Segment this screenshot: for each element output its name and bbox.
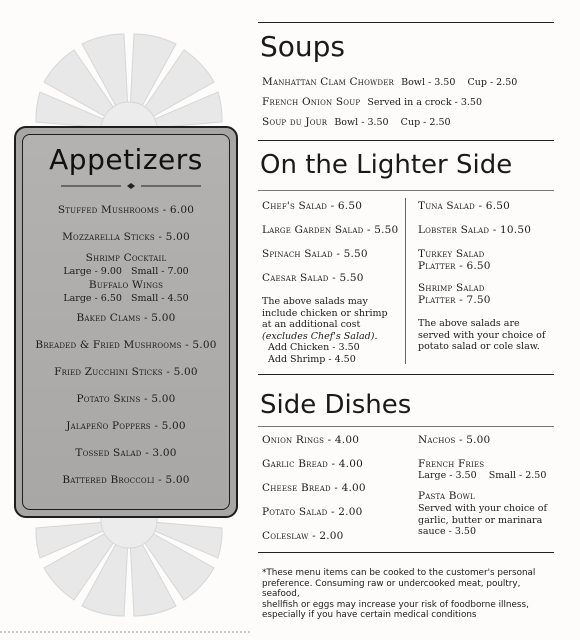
menu-item: Buffalo Wings Large - 6.50 Small - 4.50 [23,278,229,305]
soups-heading: Soups [260,30,346,63]
menu-item: Garlic Bread - 4.00 [262,458,363,470]
menu-item: Fried Zucchini Sticks - 5.00 [54,366,198,378]
menu-item: Spinach Salad - 5.50 [262,248,368,260]
menu-item: Tossed Salad - 3.00 [75,447,177,459]
menu-item-sizes: Large - 9.00 Small - 7.00 [63,265,189,277]
lighter-side-heading: On the Lighter Side [260,150,513,180]
menu-item: Soup du Jour Bowl - 3.50 Cup - 2.50 [262,116,451,128]
decorative-fan-bottom [24,518,234,633]
decorative-fan-top [24,22,234,132]
menu-item: Turkey Salad [418,248,485,260]
menu-item: Lobster Salad - 10.50 [418,224,532,236]
menu-item-sizes: Large - 6.50 Small - 4.50 [63,292,189,304]
menu-item: Potato Skins - 5.00 [76,393,176,405]
food-safety-disclaimer: *These menu items can be cooked to the customer's personal preference. Consuming raw or undercooked meat, poultry, seafood, shellfish or eggs may increase your risk of foodborne illness, especially if you have certain medical conditions [262,568,536,621]
menu-item: French Onion Soup Served in a crock - 3.50 [262,96,482,108]
menu-item: Breaded & Fried Mushrooms - 5.00 [35,339,217,351]
menu-item: Baked Clams - 5.00 [76,312,176,324]
menu-item: Coleslaw - 2.00 [262,530,344,542]
menu-item: Chef's Salad - 6.50 [262,200,363,212]
faint-bottom-line [0,631,250,633]
menu-item: Manhattan Clam Chowder Bowl - 3.50 Cup - 2.50 [262,76,518,88]
menu-item-sizes: Large - 3.50 Small - 2.50 [418,470,547,481]
menu-item: Large Garden Salad - 5.50 [262,224,399,236]
appetizers-list [23,197,229,494]
section-rule [258,140,554,141]
menu-item: Nachos - 5.00 [418,434,491,446]
menu-item: Shrimp Cocktail Large - 9.00 Small - 7.00 [23,251,229,278]
menu-item: Onion Rings - 4.00 [262,434,360,446]
column-divider [405,198,406,364]
menu-item: Shrimp Salad [418,282,485,294]
menu-item: Jalapeño Poppers - 5.00 [66,420,186,432]
menu-item: Caesar Salad - 5.50 [262,272,364,284]
menu-item: Battered Broccoli - 5.00 [62,474,190,486]
pasta-note: Served with your choice of garlic, butter or marinara sauce - 3.50 [418,503,548,537]
section-rule [258,552,554,553]
menu-item: Pasta Bowl [418,490,475,502]
appetizers-title: Appetizers [49,143,203,176]
salad-side-note: The above salads are served with your choice of potato salad or cole slaw. [418,318,546,352]
side-dishes-heading: Side Dishes [260,390,412,420]
menu-item: Mozzarella Sticks - 5.00 [62,231,190,243]
appetizers-panel [14,126,238,518]
section-rule [258,374,554,375]
title-flourish [61,183,201,189]
menu-item: Tuna Salad - 6.50 [418,200,510,212]
menu-item: French Fries [418,458,485,470]
menu-item-price: Platter - 7.50 [418,294,491,306]
salad-addon-note: The above salads may include chicken or shrimp at an additional cost (excludes Chef's Salad). Add Chicken - 3.50 Add Shrimp - 4.50 [262,296,388,365]
section-rule [258,426,554,427]
menu-item-price: Platter - 6.50 [418,260,491,272]
menu-item: Cheese Bread - 4.00 [262,482,366,494]
menu-item: Potato Salad - 2.00 [262,506,363,518]
section-rule [258,22,554,23]
appetizers-inner-border [22,134,230,510]
section-rule [258,190,554,191]
menu-item: Stuffed Mushrooms - 6.00 [57,204,195,216]
